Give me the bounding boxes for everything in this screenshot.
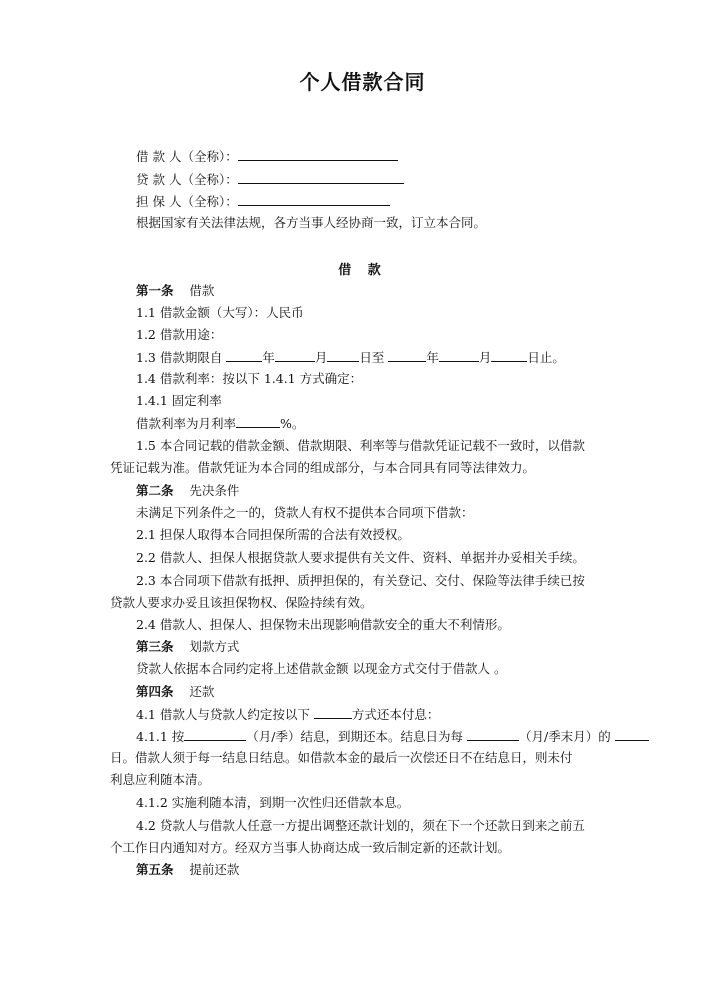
clause-2-3-line-2: 贷款人要求办妥且该担保物权、保险持续有效。 [110, 595, 373, 610]
start-month-blank [275, 349, 315, 362]
clause-2-1: 2.1 担保人取得本合同担保所需的合法有效授权。 [136, 527, 410, 542]
start-year-blank [226, 349, 262, 362]
clause-1-3-text-a: 1.3 借款期限自 [136, 350, 223, 365]
clause-1-3-text-b: 年 [262, 350, 275, 365]
clause-1-5-line-1: 1.5 本合同记载的借款金额、借款期限、利率等与借款凭证记载不一致时，以借款 [136, 438, 585, 453]
article-4-number: 第四条 [136, 684, 174, 699]
clause-2-intro: 未满足下列条件之一的，贷款人有权不提供本合同项下借款： [136, 505, 474, 520]
interest-rate-blank [236, 415, 280, 428]
clause-1-4-1: 1.4.1 固定利率 [136, 393, 222, 408]
end-month-blank [439, 349, 479, 362]
clause-4-1-text-a: 4.1 借款人与贷款人约定按以下 [136, 707, 310, 722]
borrower-blank [238, 148, 398, 161]
clause-1-5-line-2: 凭证记载为准。借款凭证为本合同的组成部分，与本合同具有同等法律效力。 [110, 460, 536, 475]
article-1-number: 第一条 [136, 283, 174, 298]
clause-1-3-text-e: 年 [426, 350, 439, 365]
borrower-label: 借 款 人（全称）： [136, 149, 238, 164]
article-5-name: 提前还款 [189, 862, 240, 877]
document-title: 个人借款合同 [299, 70, 426, 94]
clause-4-1-1-line-3: 利息应利随本清。 [110, 772, 211, 787]
borrower-line [136, 148, 398, 165]
interest-rate-unit: %。 [280, 416, 305, 431]
clause-3-1: 贷款人依据本合同约定将上述借款金额 以现金方式交付于借款人 。 [136, 661, 507, 676]
clause-2-2: 2.2 借款人、担保人根据贷款人要求提供有关文件、资料、单据并办妥相关手续。 [136, 550, 585, 565]
clause-4-1-1 [136, 728, 649, 745]
article-2-name: 先决条件 [189, 483, 240, 498]
clause-2-4: 2.4 借款人、担保人、担保物未出现影响借款安全的重大不利情形。 [136, 617, 510, 632]
guarantor-label: 担 保 人（全称）： [136, 194, 238, 209]
lender-label: 贷 款 人（全称）： [136, 172, 238, 187]
article-5-number: 第五条 [136, 862, 174, 877]
end-year-blank [388, 349, 426, 362]
clause-1-3-text-f: 月 [478, 350, 492, 365]
article-3-name: 划款方式 [189, 639, 240, 654]
interest-rate-line [136, 415, 304, 432]
guarantor-blank [238, 193, 390, 206]
clause-1-3 [136, 349, 565, 366]
repayment-method-blank [314, 706, 352, 719]
section-title: 借 款 [338, 263, 387, 278]
article-3-heading [136, 639, 239, 655]
clause-1-3-text-d: 日至 [359, 350, 385, 365]
clause-1-2: 1.2 借款用途： [136, 327, 223, 342]
article-2-number: 第二条 [136, 483, 174, 498]
clause-4-1-2: 4.1.2 实施利随本清，到期一次性归还借款本息。 [136, 795, 410, 810]
clause-4-1-1-line-2: 日。借款人须于每一结息日结息。如借款本金的最后一次偿还日不在结息日，则未付 [110, 750, 573, 765]
clause-4-1-1-text-b: （月/季）结息，到期还本。结息日为每 [246, 729, 463, 744]
end-day-blank [491, 349, 527, 362]
clause-1-1: 1.1 借款金额（大写）：人民币 [136, 305, 304, 320]
clause-2-3-line-1: 2.3 本合同项下借款有抵押、质押担保的，有关登记、交付、保险等法律手续已按 [136, 573, 585, 588]
interest-rate-label: 借款利率为月利率 [136, 416, 237, 431]
lender-blank [238, 171, 404, 184]
article-4-heading [136, 684, 214, 700]
article-4-name: 还款 [189, 684, 215, 699]
intro-text: 根据国家有关法律法规，各方当事人经协商一致，订立本合同。 [136, 215, 487, 230]
guarantor-line [136, 193, 390, 210]
article-3-number: 第三条 [136, 639, 174, 654]
article-2-heading [136, 483, 239, 499]
clause-4-2-line-2: 个工作日内通知对方。经双方当事人协商达成一致后制定新的还款计划。 [110, 840, 511, 855]
clause-4-1-1-text-a: 4.1.1 按 [136, 729, 185, 744]
start-day-blank [327, 349, 359, 362]
article-1-name: 借款 [189, 283, 215, 298]
lender-line [136, 171, 404, 188]
clause-1-3-text-g: 日止。 [527, 350, 565, 365]
interest-period-blank [184, 728, 246, 741]
settlement-date-blank [467, 728, 519, 741]
clause-4-1 [136, 706, 439, 723]
clause-1-4: 1.4 借款利率：按以下 1.4.1 方式确定： [136, 371, 363, 386]
article-5-heading [136, 862, 239, 878]
settlement-day-blank [615, 728, 649, 741]
clause-4-2-line-1: 4.2 贷款人与借款人任意一方提出调整还款计划的，须在下一个还款日到来之前五 [136, 818, 585, 833]
clause-1-3-text-c: 月 [314, 350, 328, 365]
clause-4-1-text-b: 方式还本付息： [351, 707, 440, 722]
article-1-heading [136, 283, 214, 299]
clause-4-1-1-text-c: （月/季末月）的 [518, 729, 611, 744]
